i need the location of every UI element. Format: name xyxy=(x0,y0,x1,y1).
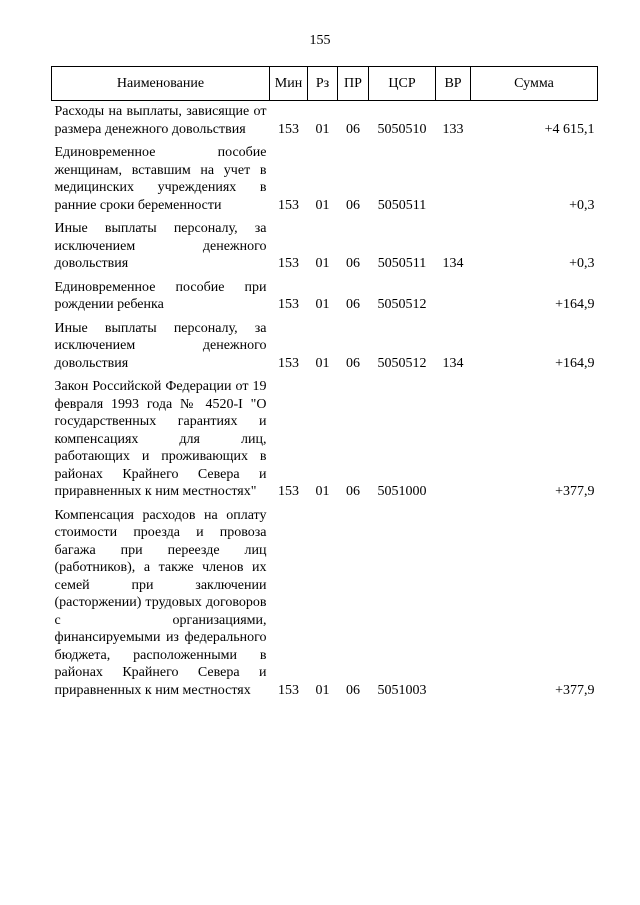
row-min: 153 xyxy=(278,484,299,499)
row-rz: 01 xyxy=(315,297,330,312)
header-csr: ЦСР xyxy=(369,67,436,101)
row-name: Расходы на выплаты, зависящие от размера денежного довольствия xyxy=(54,104,267,137)
row-vr: 133 xyxy=(442,121,464,137)
row-min: 153 xyxy=(278,197,299,213)
page-number: 155 xyxy=(309,33,331,48)
row-csr: 5051000 xyxy=(377,484,427,499)
row-csr: 5050511 xyxy=(377,197,427,213)
budget-table xyxy=(51,66,598,703)
row-min: 153 xyxy=(278,121,299,137)
row-vr xyxy=(436,142,471,218)
row-sum: +164,9 xyxy=(555,297,595,312)
row-sum: +0,3 xyxy=(569,256,595,271)
row-csr: 5051003 xyxy=(377,682,427,698)
row-sum: +0,3 xyxy=(569,197,595,213)
header-rz: Рз xyxy=(308,67,338,101)
row-name: Закон Российской Федерации от 19 февраля 1993 года № 4520-I "О государственных гарантиях и компенсациях для лиц, работающих и проживающих в районах Крайнего Севера и приравненных к ним местностях" xyxy=(54,379,267,499)
table-row xyxy=(52,142,598,218)
row-pr: 06 xyxy=(346,121,360,137)
row-min: 153 xyxy=(278,256,299,271)
row-min: 153 xyxy=(278,355,299,371)
row-pr: 06 xyxy=(346,197,360,213)
row-pr: 06 xyxy=(346,256,360,271)
header-min: Мин xyxy=(270,67,308,101)
row-name: Компенсация расходов на оплату стоимости проезда и провоза багажа при переезде лиц (работников), а также членов их семей при заключении (расторжении) трудовых договоров с организациями, финансируемыми из федерального бюджета, расположенными в районах Крайнего Севера и приравненных к ним местностях xyxy=(54,507,267,698)
header-vr: ВР xyxy=(436,67,471,101)
row-pr: 06 xyxy=(346,297,360,312)
row-vr xyxy=(436,376,471,505)
row-vr: 134 xyxy=(442,355,464,371)
table-row xyxy=(52,505,598,704)
row-name: Иные выплаты персоналу, за исключением денежного довольствия xyxy=(54,320,267,371)
table-row xyxy=(52,277,598,318)
row-rz: 01 xyxy=(315,682,330,698)
row-pr: 06 xyxy=(346,682,360,698)
row-csr: 5050511 xyxy=(377,256,427,271)
row-name: Единовременное пособие женщинам, вставшим на учет в медицинских учреждениях в ранние сроки беременности xyxy=(54,145,267,213)
header-sum: Сумма xyxy=(471,67,598,101)
row-csr: 5050512 xyxy=(377,355,427,371)
row-sum: +164,9 xyxy=(555,355,595,371)
row-rz: 01 xyxy=(315,197,330,213)
header-pr: ПР xyxy=(338,67,369,101)
row-name: Иные выплаты персоналу, за исключением денежного довольствия xyxy=(54,221,267,271)
row-csr: 5050512 xyxy=(377,297,427,312)
row-rz: 01 xyxy=(315,484,330,499)
row-min: 153 xyxy=(278,297,299,312)
table-row xyxy=(52,218,598,277)
row-vr xyxy=(436,505,471,704)
header-row xyxy=(52,67,598,101)
row-pr: 06 xyxy=(346,355,360,371)
row-rz: 01 xyxy=(315,256,330,271)
row-sum: +377,9 xyxy=(555,484,595,499)
row-min: 153 xyxy=(278,682,299,698)
table-row xyxy=(52,101,598,143)
table-row xyxy=(52,318,598,377)
row-sum: +4 615,1 xyxy=(544,121,595,137)
row-rz: 01 xyxy=(315,355,330,371)
row-rz: 01 xyxy=(315,121,330,137)
row-pr: 06 xyxy=(346,484,360,499)
row-vr xyxy=(436,277,471,318)
row-name: Единовременное пособие при рождении ребенка xyxy=(54,279,267,312)
table-row xyxy=(52,376,598,505)
row-vr: 134 xyxy=(442,256,464,271)
row-sum: +377,9 xyxy=(555,682,595,698)
header-name: Наименование xyxy=(52,67,270,101)
row-csr: 5050510 xyxy=(377,121,427,137)
